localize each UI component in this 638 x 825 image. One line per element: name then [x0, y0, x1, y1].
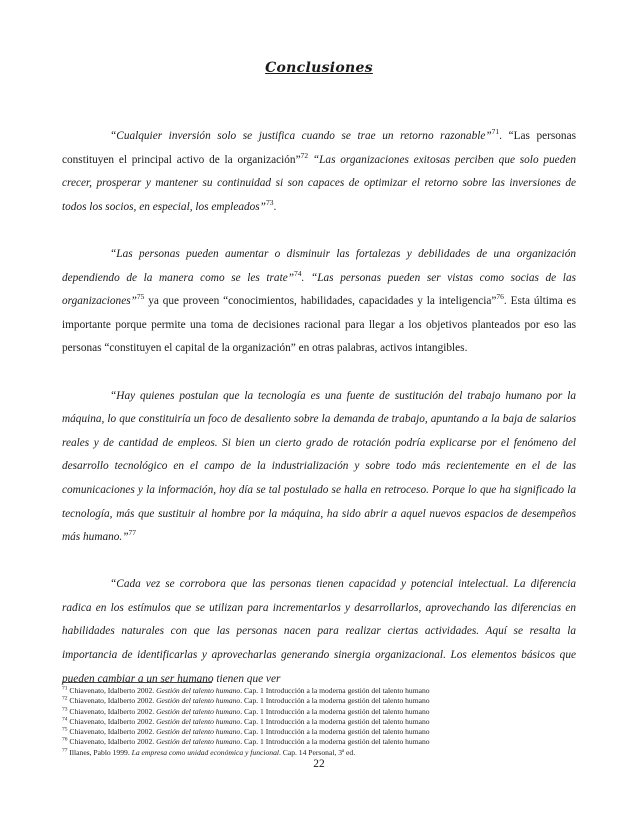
footnote-number: 71 [62, 685, 68, 692]
footnote-author: Chiavenato, Idalberto 2002. [67, 727, 157, 737]
paragraph-3 [62, 385, 576, 550]
quote-text: . “Las personas pueden ser vistas como socias de las organizaciones” [62, 271, 576, 308]
footnote-number: 76 [62, 736, 68, 743]
plain-text: . Esta última es importante porque permite una toma de decisiones racional para llegar a los objetivos planteados por eso las personas “constituyen el capital de la organización” en otras palabras, activos intangibles. [62, 295, 576, 355]
footnote-73 [62, 707, 576, 717]
footnote-ref[interactable]: 71 [491, 127, 500, 137]
footnotes [62, 686, 576, 758]
footnote-number: 75 [62, 726, 68, 733]
footnote-ref[interactable]: 74 [294, 268, 302, 278]
footnote-detail: . Cap. 1 Introducción a la moderna gestión del talento humano [240, 686, 430, 695]
footnote-ref[interactable]: 77 [128, 528, 137, 538]
footnote-detail: . Cap. 1 Introducción a la moderna gestión del talento humano [240, 716, 430, 726]
paragraph-gap [62, 550, 576, 574]
footnote-72 [62, 696, 576, 706]
footnote-work: La empresa como unidad económica y funcional [131, 747, 279, 757]
page-number: 22 [313, 758, 325, 770]
footnote-work: Gestión del talento humano [156, 737, 241, 747]
footnote-author: Chiavenato, Idalberto 2002. [67, 696, 157, 706]
footnote-author: Chiavenato, Idalberto 2002. [67, 686, 157, 695]
footnote-74 [62, 717, 576, 727]
footnote-71 [62, 686, 576, 696]
paragraph-gap [62, 361, 576, 385]
footnote-author: Chiavenato, Idalberto 2002. [67, 706, 157, 716]
paragraph-1 [62, 125, 576, 219]
footnote-detail: . Cap. 1 Introducción a la moderna gestión del talento humano [240, 696, 430, 706]
quote-text: “Cada vez se corrobora que las personas tienen capacidad y potencial intelectual. La diferencia radica en los estímulos que se utilizan para incrementarlos y desarrollarlos, aprovechando las diferencias en habilidades naturales con que las personas nacen para realizar ciertas actividades. Aquí se resalta la importancia de identificarlas y aprovecharlas generando sinergia organizacional. [62, 578, 576, 662]
footnote-work: Gestión del talento humano [156, 727, 241, 737]
footnote-work: Gestión del talento humano [156, 696, 241, 706]
page-title: Conclusiones [265, 60, 373, 76]
footnote-ref[interactable]: 75 [136, 292, 145, 302]
quote-text: “Hay quienes postulan que la tecnología es una fuente de sustitución del trabajo humano por la máquina, lo que constituiría un foco de desaliento sobre la demanda de trabajo, apuntando a la baja de salarios reales y de cantidad de empleos. Si bien un cierto grado de rotación podría explicarse por el fenómeno del desarrollo tecnológico en el campo de la industrialización y sobre todo más recientemente en el de las comunicaciones y la información, hoy día se tal postulado se halla en retroceso. Porque lo que ha significado la tecnología, más que sustituir al hombre por la máquina, ha sido abrir a aquel nuevos espacios de desempeños más humano.” [62, 389, 576, 544]
footnote-author: Chiavenato, Idalberto 2002. [67, 716, 157, 726]
footnote-work: Gestión del talento humano [156, 686, 241, 695]
paragraph-2 [62, 243, 576, 361]
quote-text: “Las personas pueden aumentar o disminuir las fortalezas y debilidades de una organización dependiendo de la manera como se les trate” [62, 247, 576, 284]
footnote-75 [62, 727, 576, 737]
plain-text: . [273, 200, 277, 213]
footnote-divider [62, 682, 212, 683]
footnote-76 [62, 737, 576, 747]
footnote-number: 72 [62, 695, 68, 702]
footnote-work: Gestión del talento humano [156, 706, 241, 716]
footnote-ref[interactable]: 72 [300, 150, 309, 160]
footnote-ref[interactable]: 73 [265, 198, 274, 208]
plain-text: ya que proveen “conocimientos, habilidades, capacidades y la inteligencia” [144, 295, 497, 308]
footnote-detail: . Cap. 1 Introducción a la moderna gestión del talento humano [240, 737, 430, 747]
quote-text: “Las organizaciones exitosas perciben que solo pueden crecer, prosperar y mantener su continuidad si son capaces de optimizar el retorno sobre las inversiones de todos los socios, en especial, los empleados” [62, 153, 576, 213]
footnote-number: 77 [62, 747, 68, 754]
paragraph-4 [62, 573, 576, 691]
footnote-detail: . Cap. 14 Personal, 3ª ed. [278, 747, 356, 757]
footnote-number: 73 [62, 706, 68, 713]
footnote-number: 74 [62, 716, 68, 723]
footnote-ref[interactable]: 76 [496, 292, 504, 302]
footnote-77 [62, 748, 576, 758]
quote-text: “Cualquier inversión solo se justifica cuando se trae un retorno razonable” [110, 130, 492, 142]
footnote-work: Gestión del talento humano [156, 716, 241, 726]
body-text [62, 125, 576, 691]
footnote-detail: . Cap. 1 Introducción a la moderna gestión del talento humano [240, 727, 430, 737]
plain-text: . “Las personas constituyen el principal activo de la organización” [62, 130, 576, 166]
footnote-author: Illanes, Pablo 1999. [67, 747, 132, 757]
quote-text: Los elementos básicos que pueden cambiar a un ser humano tienen que ver [62, 649, 576, 685]
footnote-detail: . Cap. 1 Introducción a la moderna gestión del talento humano [240, 706, 430, 716]
paragraph-gap [62, 219, 576, 243]
footnote-author: Chiavenato, Idalberto 2002. [67, 737, 157, 747]
